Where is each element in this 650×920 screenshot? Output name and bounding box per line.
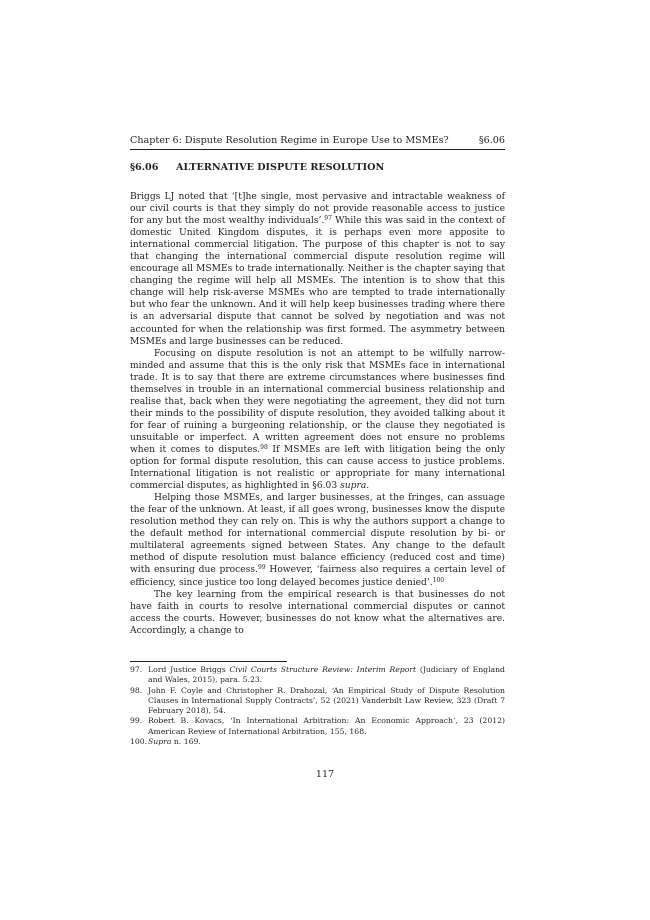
supra-italic: supra	[340, 481, 367, 492]
footnote-97	[130, 665, 505, 686]
footnote-number: 98.	[130, 685, 143, 695]
paragraph-text: Briggs LJ noted that ‘[t]he single, most pervasive and intractable weakness of our civil courts is that they simply do not provide reasonable access to justice for any but the most wealthy individuals’.	[130, 192, 505, 227]
paragraph-2	[130, 348, 505, 493]
footnote-ref-97[interactable]: 97	[324, 215, 332, 223]
body-text	[130, 191, 505, 637]
running-head	[130, 134, 505, 150]
footnote-99	[130, 716, 505, 737]
footnote-divider	[130, 661, 287, 662]
footnote-number: 100.	[130, 737, 148, 747]
paragraph-text: If MSMEs are left with litigation being the only option for formal dispute resolution, this can cause access to justice problems. International litigation is not realistic or appropriate for many international commercial disputes, as highlighted in §6.03	[130, 444, 505, 492]
footnote-text: Supra n. 169.	[148, 737, 201, 747]
paragraph-text: .	[366, 481, 370, 492]
paragraph-4: The key learning from the empirical research is that businesses do not have faith in courts to resolve international commercial disputes or cannot access the courts. However, businesses do not know what the alternatives are. Accordingly, a change to	[130, 589, 505, 636]
footnote-text: Robert B. Kovacs, ‘In International Arbitration: An Economic Approach’, 23 (2012) American Review of International Arbitration, 155, 168.	[148, 716, 505, 736]
paragraph-text: Focusing on dispute resolution is not an attempt to be wilfully narrow-minded and assume that this is the only risk that MSMEs face in international trade. It is to say that there are extreme circumstances where businesses find themselves in trouble in an international commercial business relationship and realise that, back when they were negotiating the agreement, they did not turn their minds to the possibility of dispute resolution, they avoided talking about it for fear of ruining a burgeoning relationship, or the clause they negotiated is unsuitable or imperfect. A written agreement does not ensure no problems when it comes to disputes.	[130, 348, 505, 455]
footnote-number: 99.	[130, 716, 143, 726]
paragraph-text: Helping those MSMEs, and larger businesses, at the fringes, can assuage the fear of the unknown. At least, if all goes wrong, businesses know the dispute resolution method they can rely on. This is why the authors support a change to the default method for international commercial dispute resolution by bi- or multilateral agreements signed between States. Any change to the default method of dispute resolution must balance efficiency (reduced cost and time) with ensuring due process.	[130, 493, 505, 576]
section-heading	[130, 161, 505, 175]
footnote-ref-99[interactable]: 99	[257, 564, 266, 572]
section-number: §6.06	[130, 162, 159, 173]
running-head-section: §6.06	[478, 135, 505, 146]
footnote-number: 97.	[130, 665, 143, 674]
footnote-ref-98[interactable]: 98	[260, 443, 268, 451]
footnote-100	[130, 737, 505, 747]
section-title: ALTERNATIVE DISPUTE RESOLUTION	[176, 162, 385, 173]
paragraph-1	[130, 191, 505, 348]
footnote-text: John F. Coyle and Christopher R. Drahozal, ‘An Empirical Study of Dispute Resolution Clauses in International Supply Contracts’, 52 (2021) Vanderbilt Law Review, 323 (Draft 7 February 2018), 54.	[148, 685, 505, 716]
paragraph-3	[130, 492, 505, 588]
paragraph-text: However, ‘fairness also requires a certain level of efficiency, since justice too long delayed becomes justice denied’.	[130, 565, 505, 588]
page-content	[130, 134, 505, 637]
footnote-text: Lord Justice Briggs Civil Courts Structure Review: Interim Report (Judiciary of England and Wales, 2015), para. 5.23.	[148, 665, 505, 685]
paragraph-text: While this was said in the context of domestic United Kingdom disputes, it is perhaps even more apposite to international commercial litigation. The purpose of this chapter is not to say that changing the international commercial dispute resolution regime will encourage all MSMEs to trade internationally. Neither is the chapter saying that changing the regime will help all MSMEs. The intention is to show that this change will help risk-averse MSMEs who are tempted to trade internationally but who fear the unknown. And it will help keep businesses trading where there is an adversarial dispute that cannot be solved by negotiation and was not accounted for when the relationship was first formed. The asymmetry between MSMEs and large businesses can be reduced.	[130, 216, 505, 347]
footnotes	[130, 665, 505, 747]
running-head-chapter: Chapter 6: Dispute Resolution Regime in Europe Use to MSMEs?	[130, 135, 449, 146]
footnote-ref-100[interactable]: 100	[432, 576, 445, 584]
footnote-98	[130, 686, 505, 717]
page-number: 117	[315, 769, 335, 780]
